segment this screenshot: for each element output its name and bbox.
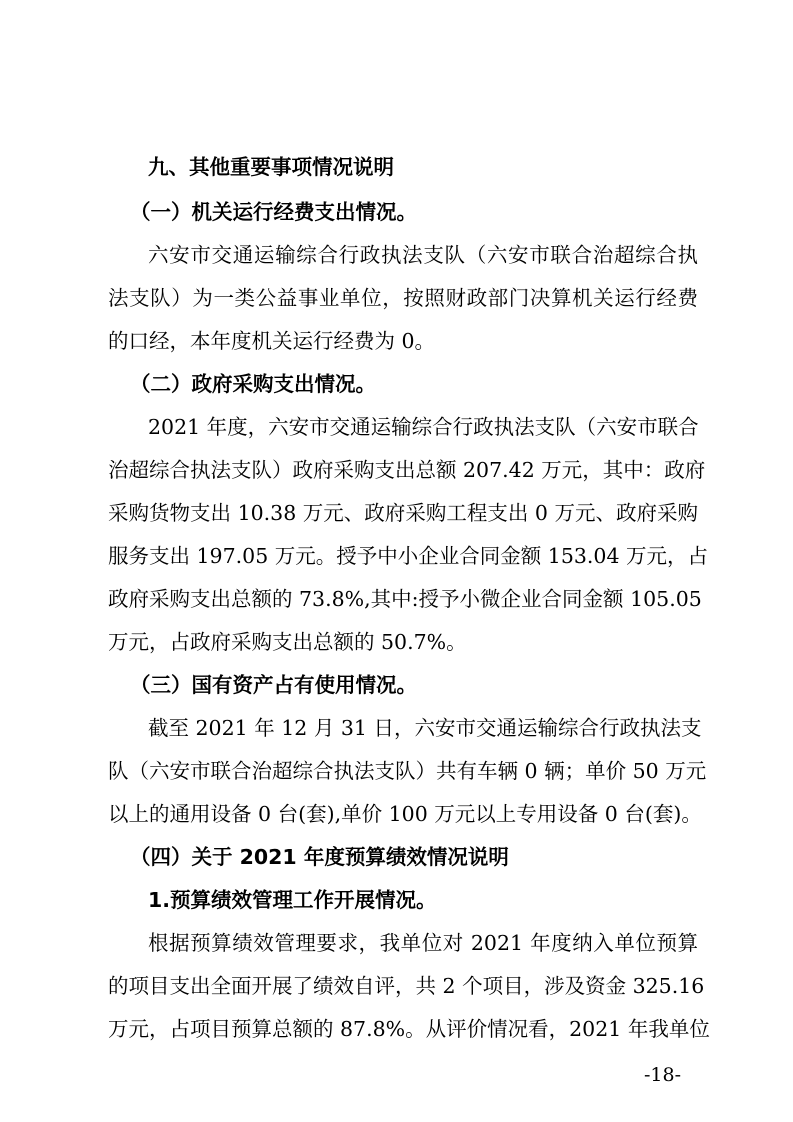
part3-line-2: 队（六安市联合治超综合执法支队）共有车辆 0 辆；单价 50 万元 [108,759,707,783]
part1-line-3: 的口经，本年度机关运行经费为 0。 [108,329,436,353]
part2-line-5: 政府采购支出总额的 73.8%,其中:授予小微企业合同金额 105.05 [108,587,702,611]
part4-heading: （四）关于 2021 年度预算绩效情况说明 [130,845,509,869]
page-number: -18- [644,1064,682,1086]
part4-line-1: 根据预算绩效管理要求，我单位对 2021 年度纳入单位预算 [148,931,698,955]
part2-heading: （二）政府采购支出情况。 [130,372,376,396]
part2-line-6: 万元，占政府采购支出总额的 50.7%。 [108,630,467,654]
part3-line-1: 截至 2021 年 12 月 31 日，六安市交通运输综合行政执法支 [148,716,702,740]
part2-line-1: 2021 年度，六安市交通运输综合行政执法支队（六安市联合 [148,415,699,439]
part1-line-2: 法支队）为一类公益事业单位，按照财政部门决算机关运行经费 [108,286,698,310]
part2-line-3: 采购货物支出 10.38 万元、政府采购工程支出 0 万元、政府采购 [108,501,698,525]
part4-line-2: 的项目支出全面开展了绩效自评，共 2 个项目，涉及资金 325.16 [108,974,705,998]
part1-line-1: 六安市交通运输综合行政执法支队（六安市联合治超综合执 [148,243,698,267]
part3-line-3: 以上的通用设备 0 台(套),单价 100 万元以上专用设备 0 台(套)。 [108,802,702,826]
part4-subheading: 1.预算绩效管理工作开展情况。 [148,888,437,912]
part1-heading: （一）机关运行经费支出情况。 [130,200,417,224]
part3-heading: （三）国有资产占有使用情况。 [130,673,417,697]
part2-line-4: 服务支出 197.05 万元。授予中小企业合同金额 153.04 万元，占 [108,544,709,568]
section-nine-title: 九、其他重要事项情况说明 [148,155,394,179]
part2-line-2: 治超综合执法支队）政府采购支出总额 207.42 万元，其中：政府 [108,458,706,482]
part4-line-3: 万元，占项目预算总额的 87.8%。从评价情况看，2021 年我单位 [108,1017,710,1041]
